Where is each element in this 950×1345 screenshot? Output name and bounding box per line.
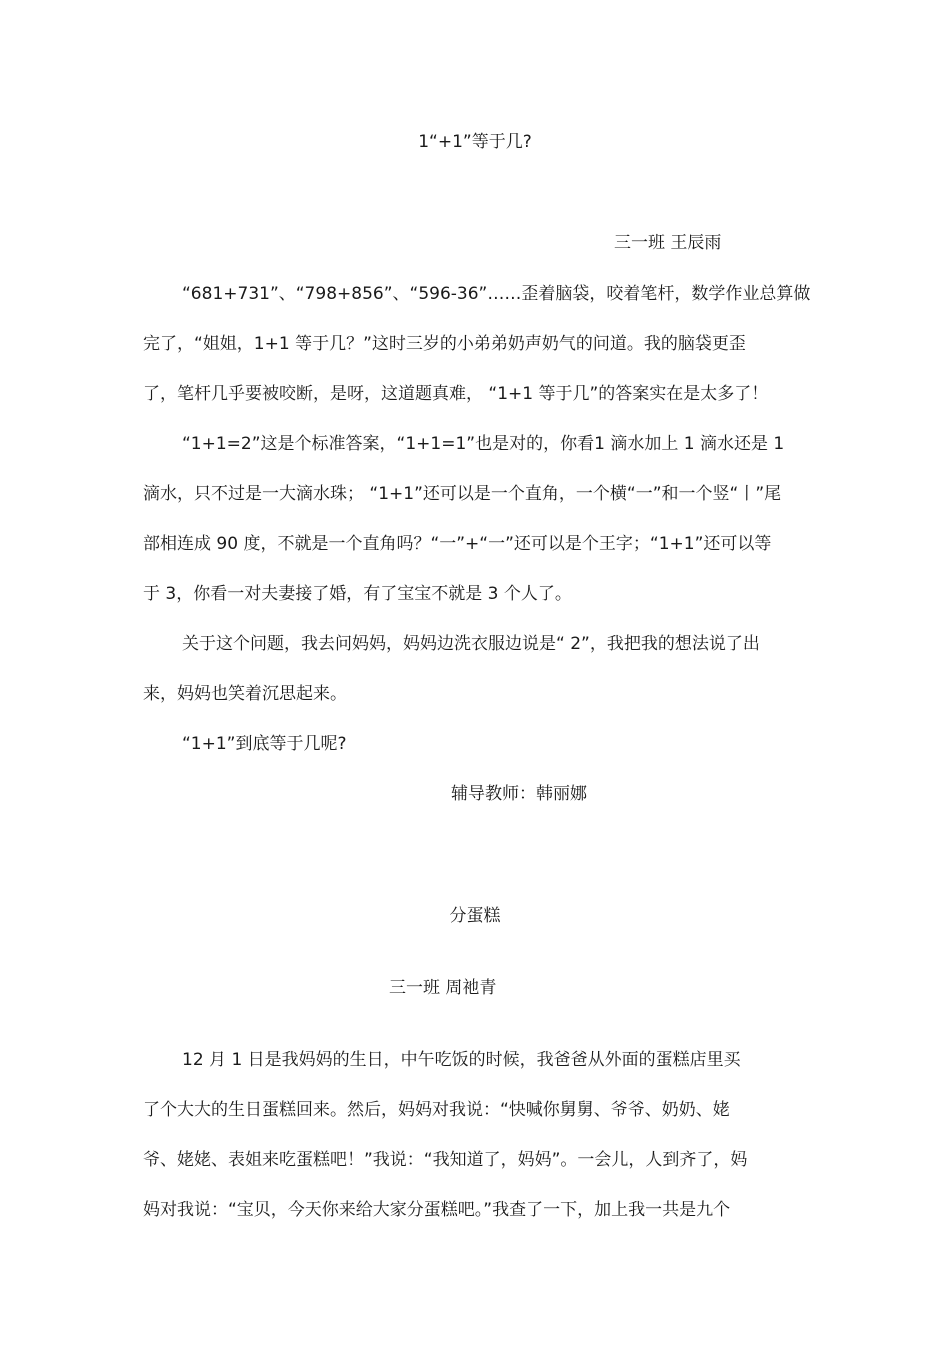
- article1-title: 1“+1”等于几?: [418, 132, 532, 152]
- article1-line: 部相连成 90 度，不就是一个直角吗？“一”+“一”还可以是个王字；“1+1”还可以等: [143, 534, 772, 554]
- article2-byline: 三一班 周祂青: [389, 978, 497, 998]
- article1-line: “1+1=2”这是个标准答案，“1+1=1”也是对的，你看1 滴水加上 1 滴水还是 1: [182, 434, 785, 454]
- article1-line: 滴水，只不过是一大滴水珠； “1+1”还可以是一个直角，一个横“一”和一个竖“丨”尾: [143, 484, 782, 504]
- article1-line: 完了，“姐姐，1+1 等于几？”这时三岁的小弟弟奶声奶气的问道。我的脑袋更歪: [143, 334, 746, 354]
- article1-line: 于 3，你看一对夫妻接了婚，有了宝宝不就是 3 个人了。: [143, 584, 572, 604]
- article2-line: 爷、姥姥、表姐来吃蛋糕吧！”我说：“我知道了，妈妈”。一会儿，人到齐了，妈: [143, 1150, 748, 1170]
- article2-title: 分蛋糕: [449, 906, 501, 926]
- article1-line: “1+1”到底等于几呢?: [182, 734, 347, 754]
- article2-line: 12 月 1 日是我妈妈的生日，中午吃饭的时候，我爸爸从外面的蛋糕店里买: [182, 1050, 741, 1070]
- article1-line: 关于这个问题，我去问妈妈，妈妈边洗衣服边说是“ 2”，我把我的想法说了出: [182, 634, 760, 654]
- article1-byline: 三一班 王辰雨: [614, 233, 722, 253]
- article1-line: “681+731”、“798+856”、“596-36”……歪着脑袋，咬着笔杆，数学作业总算做: [182, 284, 811, 304]
- article1-teacher: 辅导教师：韩丽娜: [451, 784, 587, 804]
- article1-line: 来，妈妈也笑着沉思起来。: [143, 684, 347, 704]
- article2-line: 了个大大的生日蛋糕回来。然后，妈妈对我说：“快喊你舅舅、爷爷、奶奶、姥: [143, 1100, 730, 1120]
- article2-line: 妈对我说：“宝贝，今天你来给大家分蛋糕吧。”我查了一下，加上我一共是九个: [143, 1200, 731, 1220]
- article1-line: 了，笔杆几乎要被咬断，是呀，这道题真难， “1+1 等于几”的答案实在是太多了！: [143, 384, 769, 404]
